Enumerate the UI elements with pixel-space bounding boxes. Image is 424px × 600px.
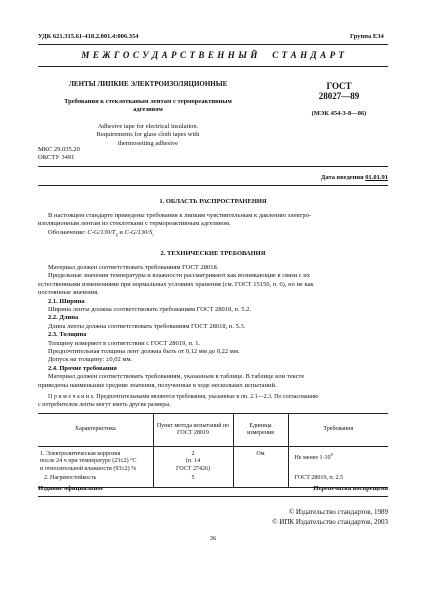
okstu-code: ОКСТУ 3491 (38, 154, 75, 161)
note-line1 (38, 394, 388, 402)
note-text-line1: Предпочтительными являются требования, указанные в пп. 2.1—2.3. По согласованию (96, 394, 319, 401)
designation-code-2: C-G/130/S (124, 228, 153, 236)
introduction-date (38, 174, 388, 182)
subsection-2-2-heading: 2.2. Длина (48, 314, 79, 322)
requirements-table (38, 414, 388, 487)
table-header-unit: Единица измерения (233, 414, 288, 447)
mks-code: МКС 29.035.20 (38, 146, 80, 153)
subsection-2-4-line2: приведены наименьшие средние значения, полученные в ходе нескольких испытаний. (38, 381, 277, 389)
note-label: П р и м е ч а н и е. (48, 394, 95, 401)
title-block-rule (38, 166, 388, 167)
row1-method-line2: (п. 14 (185, 458, 201, 465)
designation-sub-1: S (115, 232, 118, 238)
document-subtitle-line1: Требования к стеклотканым лентам с термореактивным (64, 98, 232, 105)
table-header-row (38, 414, 388, 447)
row1-char-line3: и относительной влажности (93±2) % (40, 465, 137, 472)
table-row (38, 447, 388, 475)
table-cell-unit (233, 474, 288, 486)
designation-label: Обозначение: (48, 228, 86, 236)
subsection-2-3-text2: Предпочтительная толщина лент должна быть от 0,12 мм до 0,22 мм. (48, 348, 240, 356)
designation-code-1: C-G/130/T (87, 228, 116, 236)
table-cell-requirement: ГОСТ 28019, п. 2.5 (288, 474, 388, 486)
row1-char-line1: 1. Электролитическая коррозия (40, 451, 121, 457)
intro-date-label: Дата введения (320, 174, 364, 181)
row1-requirement-base: Не менее 1·10 (294, 455, 331, 461)
table-cell-method (153, 447, 233, 475)
english-title-line2: Requirements for glass cloth tapes with (96, 131, 200, 139)
subsection-2-4-heading: 2.4. Прочие требования (48, 364, 117, 372)
banner-rule (38, 66, 388, 67)
row1-method-line1: 2 (191, 451, 195, 457)
english-title-line1: Adhesive tape for electrical insulation. (97, 122, 199, 130)
footer-rule (38, 496, 388, 497)
gost-label: ГОСТ (326, 81, 352, 91)
intro-date-value: 01.01.91 (365, 174, 388, 181)
group-code: Группа Е34 (350, 33, 384, 40)
section2-heading: 2. ТЕХНИЧЕСКИЕ ТРЕБОВАНИЯ (160, 250, 266, 257)
udk-code: УДК 621.315.61-418.2.001.4:006.354 (38, 33, 139, 40)
gost-number: 28027—89 (318, 91, 360, 101)
section2-p2-line3: постоянные значения. (38, 289, 99, 297)
subsection-2-1-text: Ширина ленты должна соответствовать требованиям ГОСТ 28018, п. 5.2. (48, 306, 251, 314)
subsection-2-2-text: Длина ленты должна соответствовать требованиям ГОСТ 28018, п. 5.3. (48, 322, 246, 330)
table-header-characteristic: Характеристика (38, 414, 153, 447)
iec-reference: (МЭК 454-3-8—86) (311, 110, 367, 117)
table-cell-unit: Ом (233, 447, 288, 475)
subsection-2-1-heading: 2.1. Ширина (48, 297, 85, 305)
subsection-2-4-line1: Материал должен соответствовать требованиям, указанным в таблице. В таблице или тексте (48, 373, 305, 381)
copyright-2003: © ИПК Издательство стандартов, 2003 (272, 518, 388, 526)
section1-para-line2: изоляционным лентам из стеклоткани с термореактивным адгезивом. (38, 220, 231, 228)
designation-sub-2: i (152, 232, 154, 238)
copyright-1989: © Издательство стандартов, 1989 (288, 508, 388, 516)
gost-block (290, 81, 388, 118)
subsection-2-3-text1: Толщину измеряют в соответствии с ГОСТ 28019, п. 1. (48, 339, 201, 347)
table-cell-method: 5 (153, 474, 233, 486)
note-line2: с потребителем ленты могут иметь другие размеры. (38, 401, 171, 408)
section2-p1: Материал должен соответствовать требованиям ГОСТ 28018. (48, 264, 219, 271)
page-number: 36 (209, 535, 217, 542)
section1-body (38, 212, 388, 240)
subsection-2-3-heading: 2.3. Толщина (48, 331, 87, 339)
document-title: ЛЕНТЫ ЛИПКИЕ ЭЛЕКТРОИЗОЛЯЦИОННЫЕ (68, 80, 228, 88)
top-rule (38, 44, 388, 45)
official-edition: Издание официальное (38, 485, 104, 492)
section2-body (38, 264, 388, 409)
section1-para-line1: В настоящем стандарте приведены требования к липким чувствительным к давлению электро- (48, 212, 312, 219)
table-header-test-method: Пункт метода испытаний по ГОСТ 28019 (153, 414, 233, 447)
designation-and: и (119, 228, 123, 236)
title-block-left (38, 80, 258, 148)
date-rule (38, 185, 388, 186)
standard-banner: М Е Ж Г О С У Д А Р С Т В Е Н Н Ы Й С Т А Н Д А Р Т (81, 50, 345, 60)
document-subtitle-line2: адгезивом (133, 106, 163, 114)
requirements-table-wrapper (38, 413, 388, 488)
reprint-prohibited: Перепечатка воспрещена (313, 485, 388, 492)
row1-method-line3: ГОСТ 27426) (176, 465, 210, 472)
table-cell-requirement (288, 447, 388, 475)
section2-p2-line2: естественными изменениями при нормальных условиях хранения (см. ГОСТ 15150, п. 6), но не как (38, 280, 314, 288)
row1-char-line2: после 24 ч при температуре (23±2) °С (40, 458, 137, 465)
section1-heading: 1. ОБЛАСТЬ РАСПРОСТРАНЕНИЯ (159, 198, 267, 205)
row1-requirement-exp: 8 (330, 452, 333, 457)
subsection-2-3-text3: Допуск на толщину: ±0,02 мм. (48, 356, 133, 364)
table-header-requirements: Требования (288, 414, 388, 447)
designation-line (38, 229, 388, 240)
table-cell-characteristic: 2. Нагревостойкость (44, 475, 97, 482)
english-title-line3: thermosetting adhesive (117, 139, 179, 147)
table-cell-characteristic (38, 447, 153, 475)
section2-p2-line1: Предельные значения температуры и влажности рассматривают как возникающие в связи с их (48, 272, 310, 280)
